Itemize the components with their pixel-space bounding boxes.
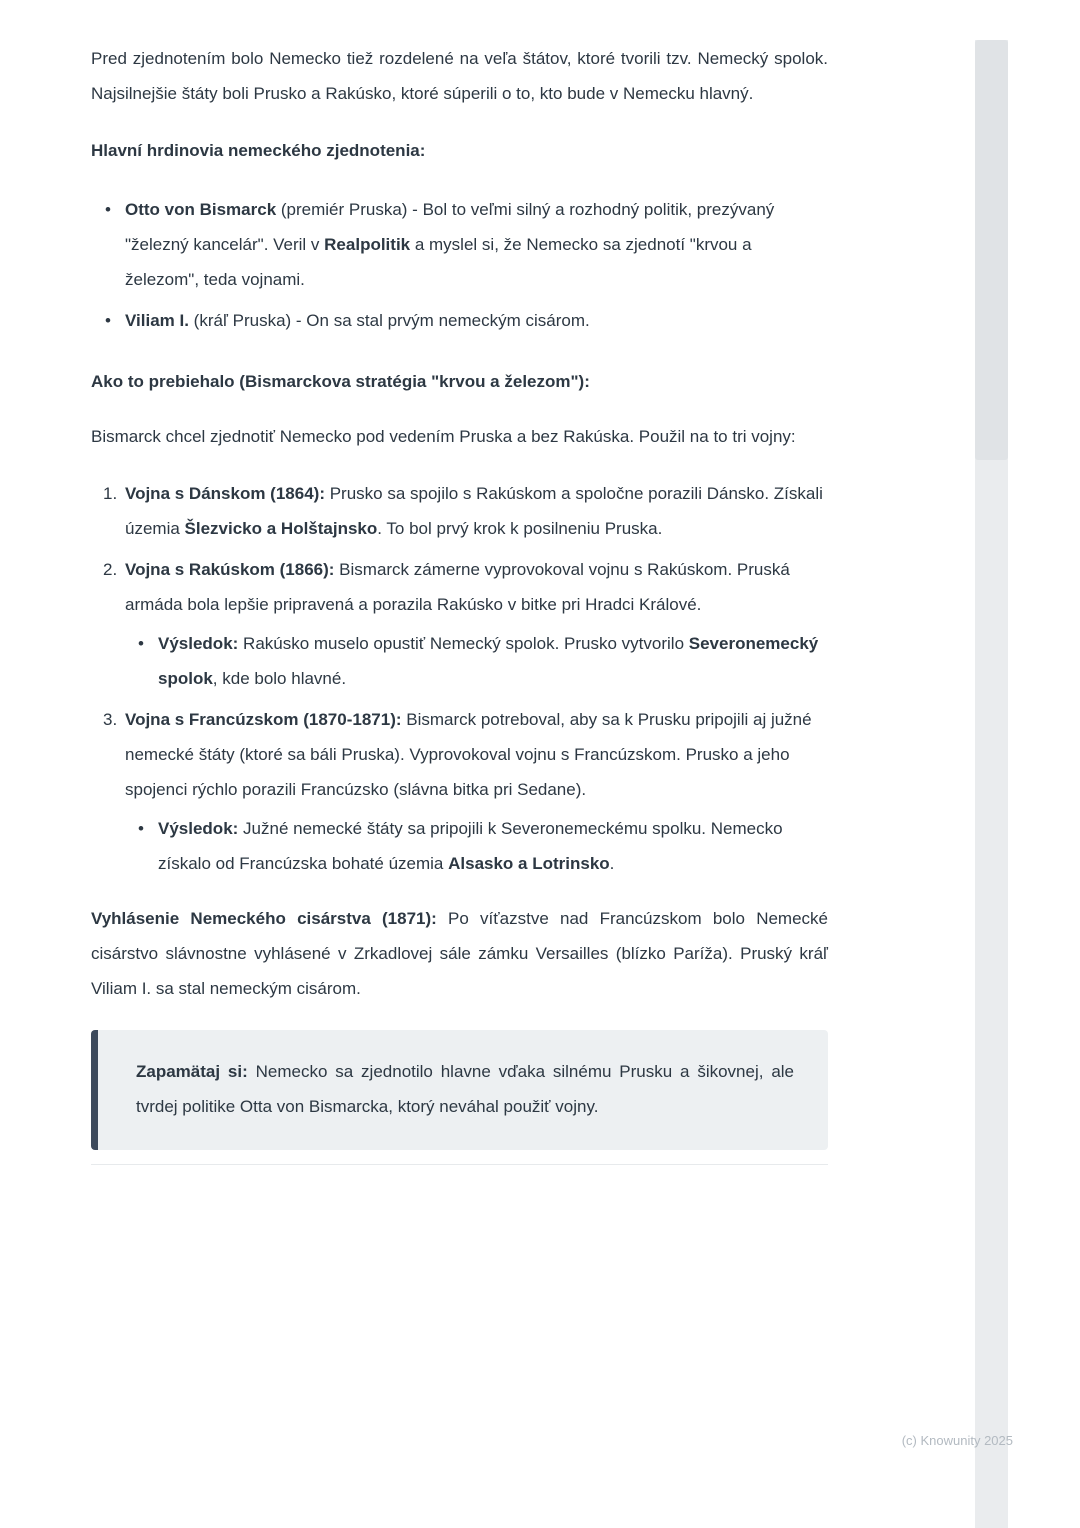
- text-segment: Výsledok:: [158, 819, 239, 838]
- text-segment: a myslel si, že Nemecko sa zjednotí "krvou a železom", teda vojnami.: [125, 235, 752, 289]
- text-segment: . To bol prvý krok k posilneniu Pruska.: [377, 519, 663, 538]
- result-sublist: [125, 626, 828, 696]
- document-content: [91, 41, 828, 1165]
- text-segment: Viliam I.: [125, 311, 189, 330]
- intro-paragraph: [91, 41, 828, 111]
- strategy-intro-paragraph: [91, 419, 828, 454]
- text-segment: (kráľ Pruska) - On sa stal prvým nemeckým cisárom.: [188, 311, 590, 330]
- text-segment: Severonemecký spolok: [158, 634, 819, 688]
- result-sublist: [125, 811, 828, 881]
- text-segment: , kde bolo hlavné.: [212, 669, 347, 688]
- scrollbar-track[interactable]: [975, 40, 1008, 1528]
- list-number: 1.: [103, 484, 118, 503]
- bullet-icon: [125, 626, 158, 661]
- bullet-icon: [91, 192, 125, 227]
- text-segment: Výsledok:: [158, 634, 239, 653]
- result-item-text: [158, 626, 828, 696]
- text-segment: Vyhlásenie Nemeckého cisárstva (1871):: [91, 909, 437, 928]
- bullet-icon: [91, 303, 125, 338]
- scrollbar-thumb[interactable]: [975, 40, 1008, 460]
- heroes-list: [91, 192, 828, 338]
- text-segment: Zapamätaj si:: [136, 1062, 248, 1081]
- divider: [91, 1164, 828, 1165]
- list-item-text: [125, 552, 828, 696]
- text-segment: Bismarck zámerne vyprovokoval vojnu s Rakúskom. Pruská armáda bola lepšie pripravená a porazila Rakúsko v bitke pri Hradci Králové.: [125, 560, 790, 614]
- list-item-text: [125, 303, 828, 338]
- text-segment: .: [609, 854, 615, 873]
- text-segment: Vojna s Francúzskom (1870-1871):: [125, 710, 402, 729]
- text-segment: Vojna s Rakúskom (1866):: [125, 560, 335, 579]
- list-number: 3.: [103, 710, 118, 729]
- list-item-text: [125, 476, 828, 546]
- text-segment: Vojna s Dánskom (1864):: [125, 484, 325, 503]
- text-segment: Bismarck chcel zjednotiť Nemecko pod vedením Pruska a bez Rakúska. Použil na to tri vojny:: [91, 427, 796, 446]
- list-item-viliam: [91, 303, 828, 338]
- list-number: 2.: [103, 560, 118, 579]
- copyright-text: (c) Knowunity 2025: [901, 1433, 1013, 1448]
- list-item-text: [125, 702, 828, 881]
- text-segment: Prusko sa spojilo s Rakúskom a spoločne porazili Dánsko. Získali územia: [125, 484, 823, 538]
- remember-callout: [91, 1030, 828, 1150]
- text-segment: Šlezvicko a Holštajnsko: [184, 519, 378, 538]
- list-item-war-denmark: [91, 476, 828, 546]
- text-segment: Otto von Bismarck: [125, 200, 277, 219]
- wars-list: [91, 476, 828, 881]
- text-segment: Alsasko a Lotrinsko: [448, 854, 610, 873]
- text-segment: Nemecko sa zjednotilo hlavne vďaka silnému Prusku a šikovnej, ale tvrdej politike Otta von Bismarcka, ktorý neváhal použiť vojny.: [136, 1062, 794, 1116]
- section-heading-heroes: Hlavní hrdinovia nemeckého zjednotenia:: [91, 141, 426, 160]
- text-segment: Bismarck potreboval, aby sa k Prusku pripojili aj južné nemecké štáty (ktoré sa báli Pruska). Vyprovokoval vojnu s Francúzskom. Prusko a jeho spojenci rýchlo porazili Francúzsko (slávna bitka pri Sedane).: [125, 710, 812, 799]
- section-heading-strategy: Ako to prebiehalo (Bismarckova stratégia "krvou a železom"):: [91, 372, 590, 391]
- text-segment: Rakúsko muselo opustiť Nemecký spolok. Prusko vytvorilo: [238, 634, 689, 653]
- text-segment: (premiér Pruska) - Bol to veľmi silný a rozhodný politik, prezývaný "železný kancelár". Veril v: [125, 200, 775, 254]
- text-segment: Po víťazstve nad Francúzskom bolo Nemecké cisárstvo slávnostne vyhlásené v Zrkadlovej sále zámku Versailles (blízko Paríža). Pruský kráľ Viliam I. sa stal nemeckým cisárom.: [91, 909, 828, 998]
- list-item-bismarck: [91, 192, 828, 297]
- list-item-war-france: [91, 702, 828, 881]
- bullet-icon: [125, 811, 158, 846]
- result-item: [125, 626, 828, 696]
- result-item-text: [158, 811, 828, 881]
- list-item-text: [125, 192, 828, 297]
- proclamation-paragraph: [91, 901, 828, 1006]
- list-item-war-austria: [91, 552, 828, 696]
- text-segment: Realpolitik: [324, 235, 411, 254]
- text-segment: Južné nemecké štáty sa pripojili k Severonemeckému spolku. Nemecko získalo od Francúzska bohaté územia: [158, 819, 783, 873]
- result-item: [125, 811, 828, 881]
- text-segment: Pred zjednotením bolo Nemecko tiež rozdelené na veľa štátov, ktoré tvorili tzv. Nemecký spolok. Najsilnejšie štáty boli Prusko a Rakúsko, ktoré súperili o to, kto bude v Nemecku hlavný.: [91, 49, 828, 103]
